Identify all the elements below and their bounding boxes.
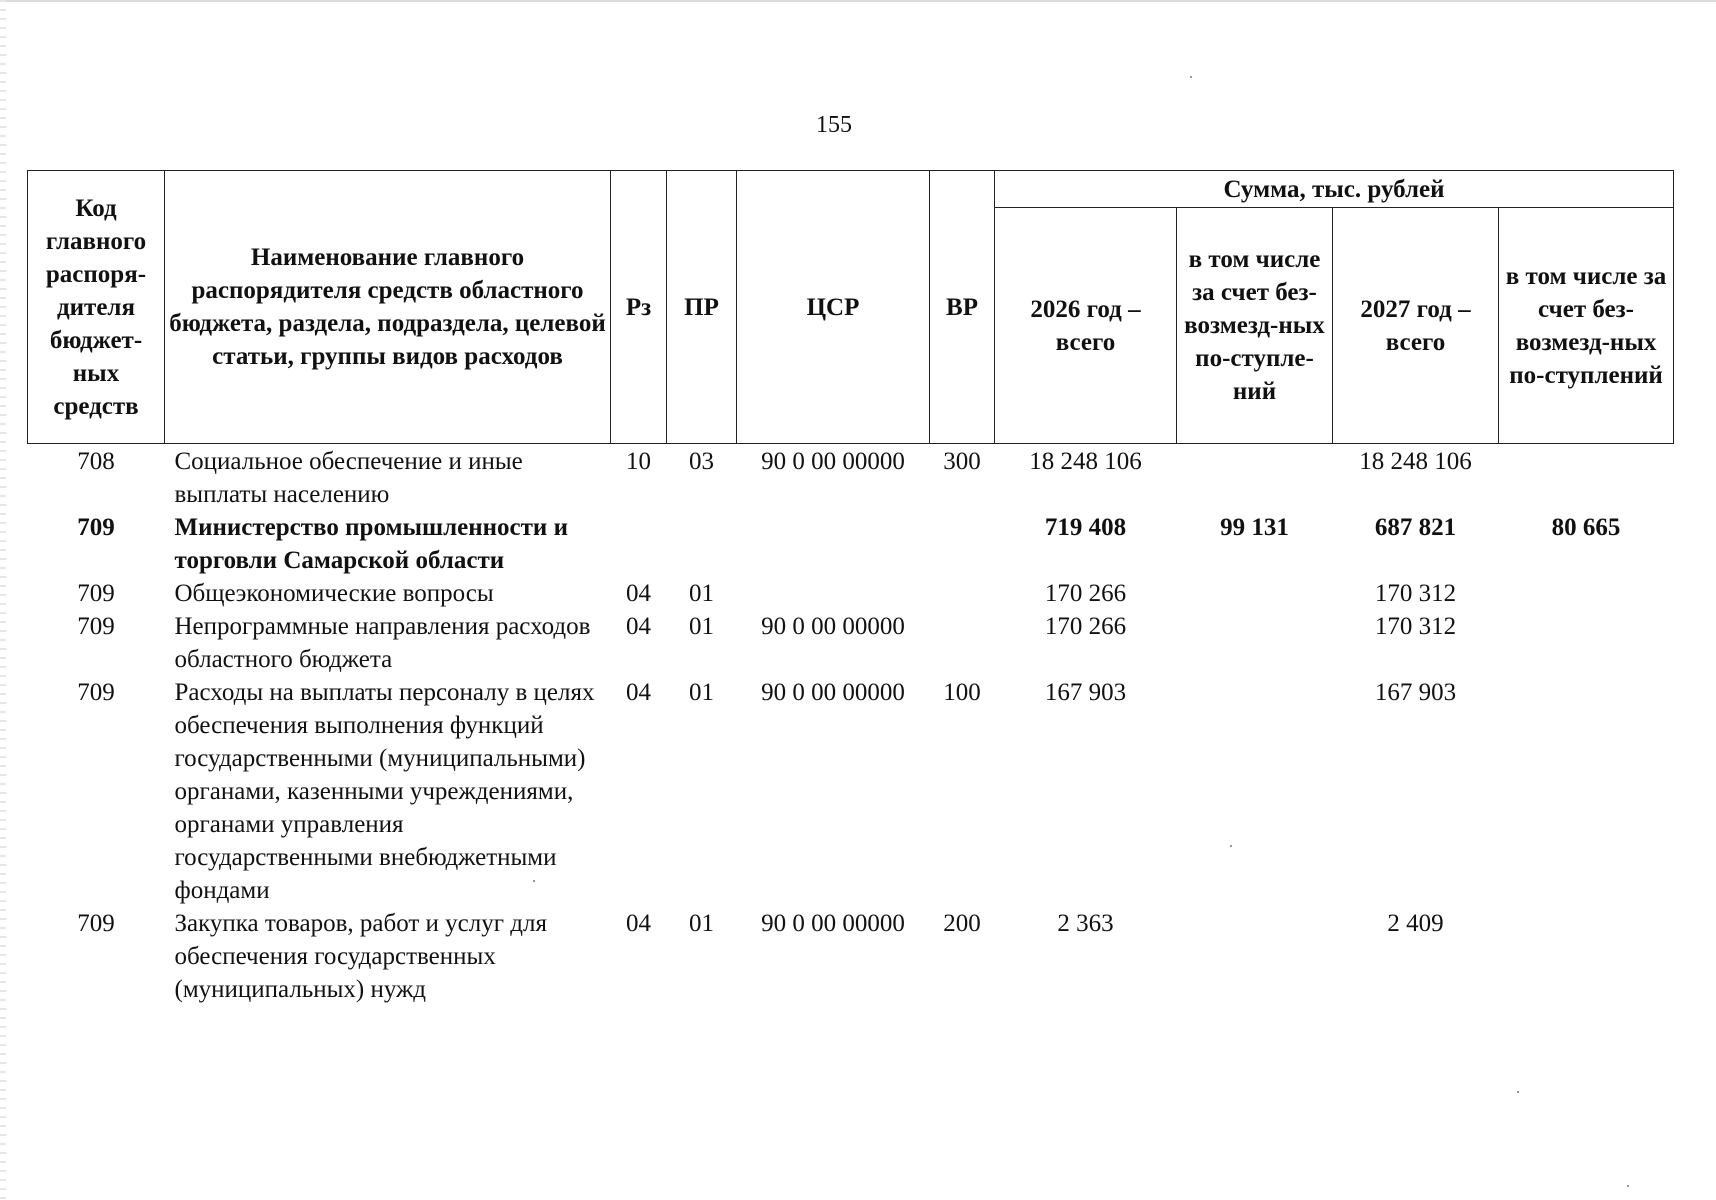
scan-speck [1190,76,1192,78]
scan-speck [1230,845,1232,847]
cell-pr [667,511,737,577]
cell-2027-free: 80 665 [1551,514,1621,541]
cell-vr: 300 [943,448,981,475]
cell-2026-free [1177,610,1333,676]
cell-2026-free [1177,907,1333,1006]
cell-2026-free [1177,676,1333,907]
cell-vr: 200 [943,910,981,937]
cell-csr [737,511,930,577]
table-row [28,907,1674,1006]
cell-code: 709 [77,910,115,937]
scan-edge-left [0,0,6,1200]
table-header [28,171,1674,444]
budget-table [27,170,1674,1006]
cell-rz: 04 [626,679,651,706]
header-rz: Рз [611,171,667,444]
cell-code: 709 [77,580,115,607]
cell-2027-total: 167 903 [1374,679,1457,706]
cell-2026-total: 2 363 [1057,910,1114,937]
cell-2027-total: 2 409 [1387,910,1444,937]
cell-code: 709 [77,613,115,640]
cell-pr: 01 [689,613,714,640]
cell-vr [930,610,995,676]
cell-2027-total: 170 312 [1374,580,1457,607]
header-csr: ЦСР [737,171,930,444]
cell-2026-free [1177,444,1333,512]
cell-rz: 04 [626,580,651,607]
header-2027-free: в том числе за счет без-возмезд-ных по-ступлений [1499,208,1674,444]
cell-2027-free [1499,907,1674,1006]
cell-csr [737,577,930,610]
cell-pr: 01 [689,580,714,607]
cell-code: 709 [77,514,115,541]
cell-2026-total: 719 408 [1044,514,1127,541]
table-body [28,444,1674,1007]
cell-code: 709 [77,679,115,706]
scan-speck [1627,1185,1629,1187]
table-row [28,610,1674,676]
table-row [28,577,1674,610]
cell-name: Министерство промышленности и торговли Самарской области [174,514,568,574]
table-row [28,511,1674,577]
cell-name: Общеэкономические вопросы [174,580,494,607]
cell-name: Расходы на выплаты персоналу в целях обеспечения выполнения функций государственными (муниципальными) органами, казенными учреждениями, органами управления государственными внебюджетными фондами [174,679,595,904]
header-vr: ВР [930,171,995,444]
header-name: Наименование главного распорядителя средств областного бюджета, раздела, подраздела, целевой статьи, группы видов расходов [165,171,611,444]
cell-name: Социальное обеспечение и иные выплаты населению [174,448,523,508]
cell-rz [611,511,667,577]
scan-speck [533,880,535,882]
cell-csr: 90 0 00 00000 [761,613,905,640]
cell-vr [930,577,995,610]
header-2026-free: в том числе за счет без-возмезд-ных по-ступле-ний [1177,208,1333,444]
cell-rz: 04 [626,613,651,640]
cell-2027-free [1499,610,1674,676]
cell-vr [930,511,995,577]
cell-code: 708 [77,448,115,475]
page-number: 155 [816,112,852,138]
cell-pr: 03 [689,448,714,475]
header-2027-total: 2027 год – всего [1333,208,1499,444]
table-row [28,444,1674,512]
cell-pr: 01 [689,679,714,706]
cell-2027-free [1499,444,1674,512]
cell-2026-total: 167 903 [1044,679,1127,706]
cell-csr: 90 0 00 00000 [761,679,905,706]
cell-rz: 10 [626,448,651,475]
cell-name: Закупка товаров, работ и услуг для обеспечения государственных (муниципальных) нужд [174,910,547,1003]
table-row [28,676,1674,907]
cell-2026-total: 170 266 [1044,580,1127,607]
scan-speck [1517,1091,1519,1093]
cell-2027-total: 170 312 [1374,613,1457,640]
header-pr: ПР [667,171,737,444]
cell-pr: 01 [689,910,714,937]
cell-2027-total: 18 248 106 [1359,448,1472,475]
cell-rz: 04 [626,910,651,937]
cell-2026-total: 18 248 106 [1029,448,1142,475]
cell-vr: 100 [943,679,981,706]
cell-2026-total: 170 266 [1044,613,1127,640]
header-sum-title: Сумма, тыс. рублей [995,171,1674,208]
cell-2027-free [1499,676,1674,907]
header-2026-total: 2026 год – всего [995,208,1177,444]
cell-2026-free [1177,577,1333,610]
header-code: Код главного распоря-дителя бюджет-ных средств [28,171,165,444]
cell-2026-free: 99 131 [1220,514,1289,541]
cell-csr: 90 0 00 00000 [761,448,905,475]
scan-edge-top [0,0,1716,2]
cell-name: Непрограммные направления расходов областного бюджета [174,613,591,673]
cell-csr: 90 0 00 00000 [761,910,905,937]
cell-2027-total: 687 821 [1374,514,1457,541]
cell-2027-free [1499,577,1674,610]
